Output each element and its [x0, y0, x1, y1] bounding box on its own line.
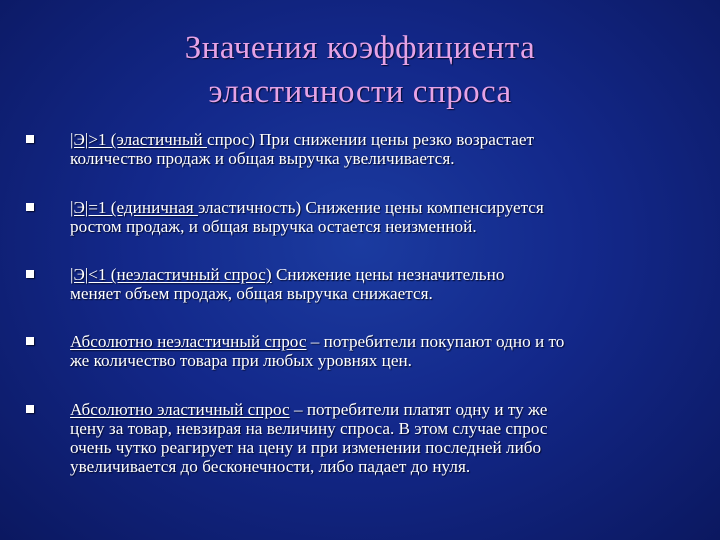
item-text [70, 130, 686, 168]
item-text [70, 400, 686, 476]
item-desc: спрос) При снижении цены резко возрастает [207, 130, 534, 149]
item-term: Абсолютно неэластичный спрос [70, 332, 307, 351]
item-line: очень чутко реагирует на цену и при изменении последней либо [70, 438, 542, 457]
slide-title [60, 26, 660, 114]
square-bullet-icon [26, 337, 34, 345]
item-term: |Э|<1 (неэластичный спрос) [70, 265, 272, 284]
item-desc: эластичность) Снижение цены компенсируется [197, 198, 544, 217]
item-desc: Снижение цены незначительно [271, 265, 505, 284]
item-line: количество продаж и общая выручка увеличивается. [70, 149, 455, 168]
item-text [70, 332, 686, 370]
item-text [70, 265, 686, 303]
square-bullet-icon [26, 270, 34, 278]
item-line: же количество товара при любых уровнях цен. [70, 351, 412, 370]
item-desc: – потребители платят одну и ту же [289, 400, 548, 419]
square-bullet-icon [26, 405, 34, 413]
item-term: |Э|>1 (эластичный [70, 130, 208, 149]
item-term: Абсолютно эластичный спрос [70, 400, 290, 419]
title-line: Значения коэффициента [184, 30, 536, 66]
title-line: эластичности спроса [208, 74, 512, 110]
item-term: |Э|=1 (единичная [70, 198, 198, 217]
item-line: ростом продаж, и общая выручка остается неизменной. [70, 217, 477, 236]
square-bullet-icon [26, 203, 34, 211]
item-text [70, 198, 686, 236]
item-line: меняет объем продаж, общая выручка снижается. [70, 284, 433, 303]
item-line: цену за товар, невзирая на величину спроса. В этом случае спрос [70, 419, 548, 438]
item-line: увеличивается до бесконечности, либо падает до нуля. [70, 457, 471, 476]
item-desc: – потребители покупают одно и то [306, 332, 565, 351]
square-bullet-icon [26, 135, 34, 143]
